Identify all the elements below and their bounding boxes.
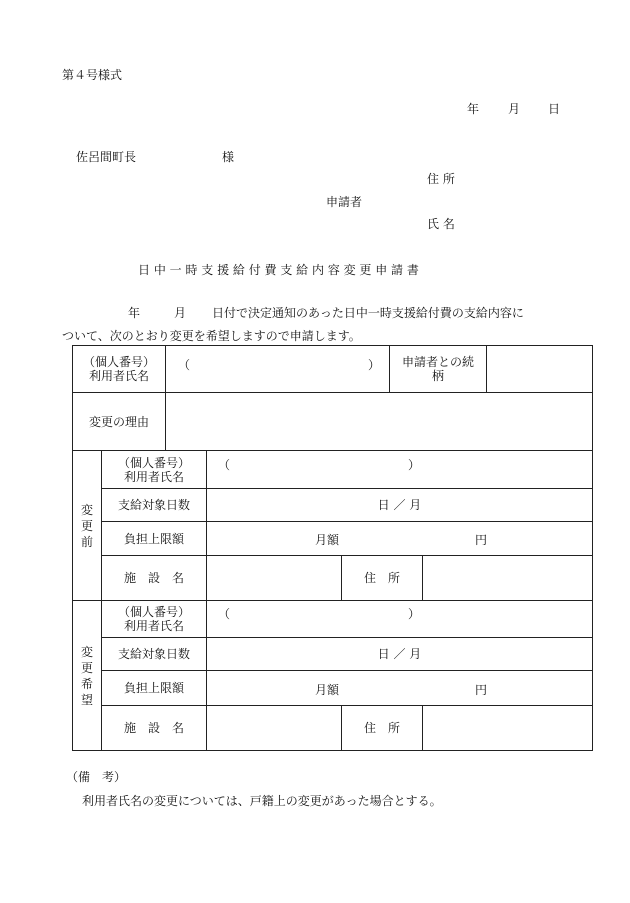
before-address-label: 住 所	[363, 571, 400, 585]
remarks-heading: （備 考）	[66, 770, 127, 784]
header-user-name-label: （個人番号） 利用者氏名	[82, 355, 155, 383]
after-days-value: 日 ／ 月	[377, 647, 422, 661]
before-days-label: 支給対象日数	[117, 498, 190, 512]
document-title: 日 中 一 時 支 援 給 付 費 支 給 内 容 変 更 申 請 書	[138, 263, 419, 277]
body-month: 月	[174, 306, 187, 320]
after-days-label: 支給対象日数	[117, 647, 190, 661]
after-id-paren-open: （	[218, 607, 231, 621]
after-id-paren-close: ）	[408, 607, 421, 621]
before-id-paren-close: ）	[408, 458, 421, 472]
reason-field[interactable]	[166, 393, 592, 450]
before-address-field[interactable]	[423, 556, 592, 600]
header-relation-field[interactable]	[487, 346, 592, 392]
applicant-address-label: 住 所	[427, 172, 455, 186]
header-relation-label: 申請者との続 柄	[401, 355, 474, 383]
before-section-label: 変 更 前	[80, 502, 93, 549]
date-month-label: 月	[508, 102, 521, 116]
body-line1-text: 日付で決定通知のあった日中一時支援給付費の支給内容に	[212, 306, 524, 320]
after-limit-label: 負担上限額	[123, 681, 184, 695]
after-address-label: 住 所	[363, 721, 400, 735]
applicant-label: 申請者	[326, 195, 363, 209]
before-days-value: 日 ／ 月	[377, 498, 422, 512]
form-number: 第４号様式	[62, 68, 123, 82]
addressee-name: 佐呂間町長	[76, 150, 137, 164]
after-section-label: 変 更 希 望	[80, 644, 93, 707]
reason-label: 変更の理由	[88, 414, 149, 429]
remarks-text: 利用者氏名の変更については、戸籍上の変更があった場合とする。	[82, 794, 442, 808]
before-limit-label: 負担上限額	[123, 531, 184, 546]
before-user-name-label: （個人番号） 利用者氏名	[117, 455, 190, 484]
body-year: 年	[128, 306, 141, 320]
date-day-label: 日	[548, 102, 561, 116]
applicant-name-label: 氏 名	[427, 217, 455, 231]
after-facility-label: 施 設 名	[123, 721, 184, 735]
before-yen-label: 円	[475, 533, 488, 547]
before-id-paren-open: （	[218, 458, 231, 472]
before-facility-label: 施 設 名	[123, 571, 184, 585]
after-facility-field[interactable]	[207, 706, 341, 750]
after-monthly-label: 月額	[315, 683, 340, 697]
after-address-field[interactable]	[423, 706, 592, 750]
body-line2-text: ついて、次のとおり変更を希望しますので申請します。	[62, 329, 361, 343]
header-id-paren-open: （	[178, 358, 191, 372]
header-id-paren-close: ）	[368, 358, 381, 372]
date-year-label: 年	[467, 102, 480, 116]
after-yen-label: 円	[475, 683, 488, 697]
before-monthly-label: 月額	[315, 533, 340, 547]
after-user-name-label: （個人番号） 利用者氏名	[117, 605, 190, 633]
addressee-honorific: 様	[222, 150, 235, 164]
before-facility-field[interactable]	[207, 556, 341, 600]
